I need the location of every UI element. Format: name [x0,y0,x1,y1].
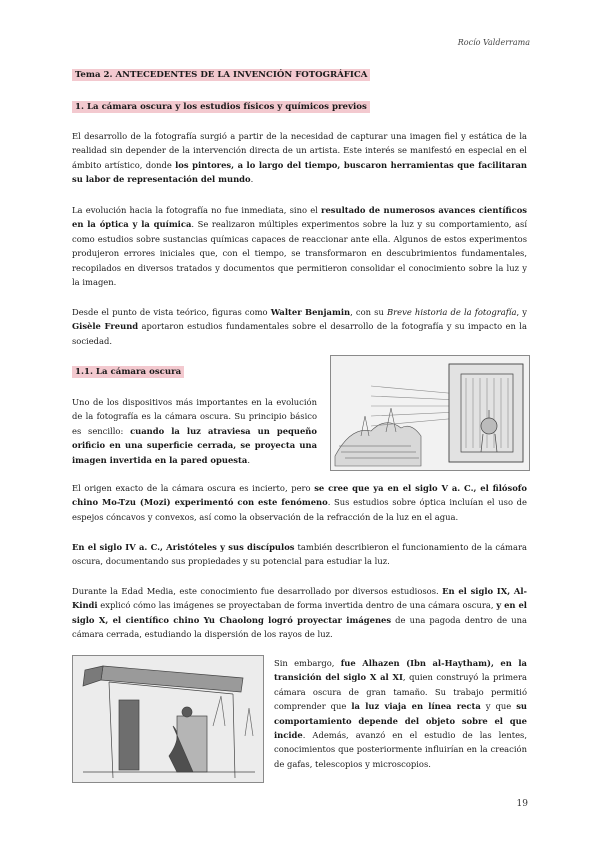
engraving-illustration-2 [73,656,263,782]
engraving-illustration [331,356,529,470]
section-heading-1-1: 1.1. La cámara oscura [72,366,184,378]
paragraph-8: Sin embargo, fue Alhazen (Ibn al-Haytham), en la transición del siglo X al XI, quien construyó la primera cámara oscura de gran tamaño. Su trabajo permitió comprender que la luz viaja en línea recta y que su comportamiento depende del objeto sobre el que incide. Además, avanzó en el estudio de las lentes, conocimientos que posteriormente influirían en la creación de gafas, telescopios y microscopios. [274,658,527,769]
paragraph-4: Uno de los dispositivos más importantes en la evolución de la fotografía es la cámara oscura. Su principio básico es sencillo: cuando la luz atraviesa un pequeño orificio en una superficie cerrada, se proyecta una imagen invertida en la pared opuesta. [72,397,317,465]
paragraph-7: Durante la Edad Media, este conocimiento fue desarrollado por diversos estudiosos. En el siglo IX, Al-Kindi explicó cómo las imágenes se proyectaban de forma invertida dentro de una cámara oscura, y en el siglo X, el científico chino Yu Chaolong logró proyectar imágenes de una pagoda dentro de una cámara cerrada, estudiando la dispersión de los rayos de luz. [72,586,528,640]
section-heading-1: 1. La cámara oscura y los estudios físicos y químicos previos [72,101,370,113]
page-number: 19 [516,799,528,809]
paragraph-5: El origen exacto de la cámara oscura es incierto, pero se cree que ya en el siglo V a. C., el filósofo chino Mo-Tzu (Mozi) experimentó con este fenómeno. Sus estudios sobre óptica incluían el uso de espejos cóncavos y convexos, así como la observación de la refracción de la luz en el agua. [72,483,527,522]
paragraph-2: La evolución hacia la fotografía no fue inmediata, sino el resultado de numerosos avances científicos en la óptica y la química. Se realizaron múltiples experimentos sobre la luz y su comportamiento, así como estudios sobre sustancias químicas capaces de reaccionar ante ella. Algunos de estos experimentos produjeron errores iniciales que, con el tiempo, se transformaron en descubrimientos fundamentales, recopilados en diversos tratados y documentos que permitieron consolidar el conocimiento sobre la luz y la imagen. [72,205,528,288]
camera-obscura-engraving [330,355,530,471]
paragraph-1: El desarrollo de la fotografía surgió a partir de la necesidad de capturar una imagen fiel y estática de la realidad sin depender de la intervención directa de un artista. Este interés se manifestó en especial en el ámbito artístico, donde los pintores, a lo largo del tiempo, buscaron herramientas que facilitaran su labor de representación del mundo. [72,131,527,185]
chapter-title: Tema 2. ANTECEDENTES DE LA INVENCIÓN FOTOGRÁFICA [72,69,370,81]
alhazen-engraving [72,655,264,783]
paragraph-3: Desde el punto de vista teórico, figuras como Walter Benjamin, con su Breve historia de la fotografía, y Gisèle Freund aportaron estudios fundamentales sobre el desarrollo de la fotografía y su impacto en la sociedad. [72,307,527,346]
paragraph-6: En el siglo IV a. C., Aristóteles y sus discípulos también describieron el funcionamiento de la cámara oscura, documentando sus propiedades y su potencial para estudiar la luz. [72,542,527,567]
author-header: Rocío Valderrama [457,38,530,47]
